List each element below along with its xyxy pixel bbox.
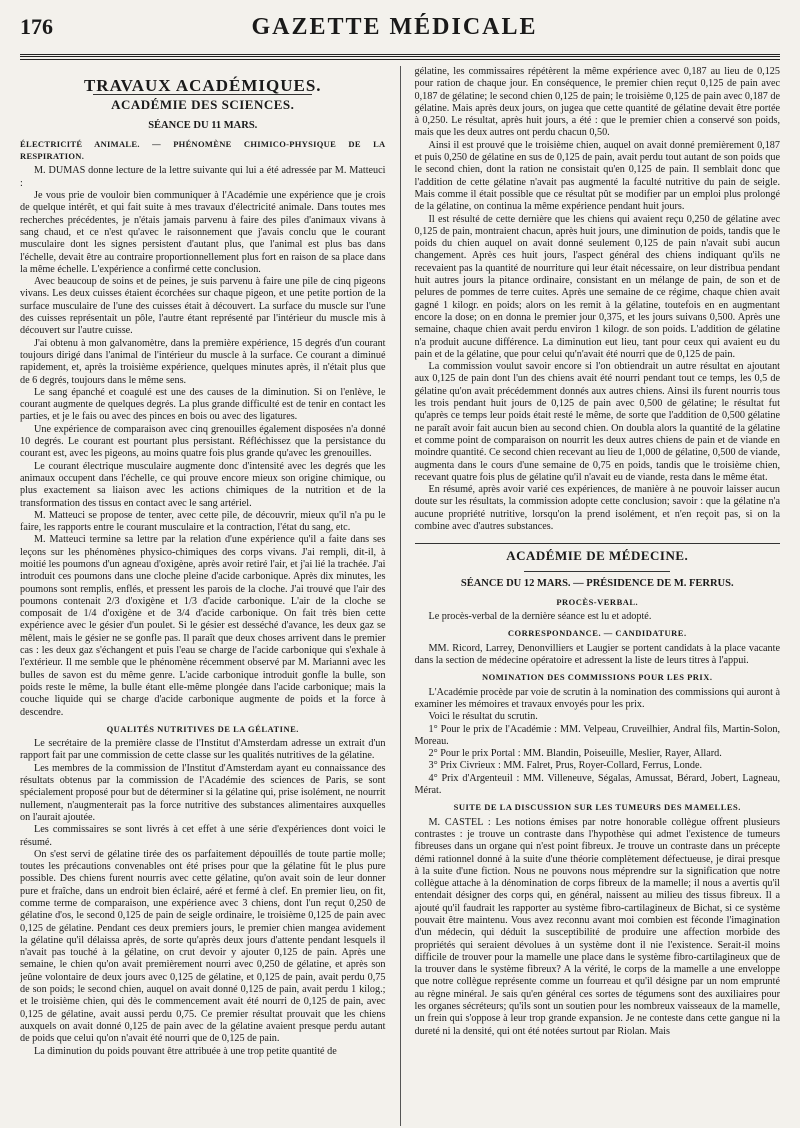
page-number: 176 <box>20 14 53 39</box>
list-item: 2° Pour le prix Portal : MM. Blandin, Poiseuille, Meslier, Rayer, Allard. <box>428 748 722 760</box>
paragraph: M. CASTEL : Les notions émises par notre honorable collègue offrent plusieurs contrastes : je trouve un contraste dans l'hypothèse qui admet l'existence de tumeurs fibreuses dans un organe qui n'est point fibreux. Je trouve un contraste dans un précepte démi rationnel donné à la suite d'une théorie complètement défectueuse, je dirai presque à la suite d'une fiction. Nous ne pouvons nous méprendre sur la signification que notre collègue attache à la dénomination de corps fibreux de la mamelle; il nous a avertis qu'il entendait désigner des corps qui, en général, naissent au milieu des tissus fibreux. Il a ajouté qu'il faudrait les rapporter au système fibro-cartilagineux de Bichat, si ce système pouvait être maintenu. Vous avez reconnu avant moi combien est féconde l'imagination d'un médecin, qui déduit la susceptibilité de produire une affection morbide des propriétés qui seraient dévolues à un système dont il nie l'existence. Serait-il moins difficile de trouver pour la mamelle une place dans le système fibro-cartilagineux que de la trouver dans le système fibreux? A la vérité, le corps de la mamelle a une enveloppe que notre collègue représente comme un fourreau et qu'il désigne par un nom emprunté au règne minéral. Je sais qu'en général ces sortes de tégumens sont des auxiliaires pour les organes sécréteurs; qu'ils sont un soutien pour les nombreux vaisseaux de la mamelle, un frein qui s'oppose à leur trop grande expansion. Je ne conteste dans cette gangue ni la dureté ni la densité, qui ont été notées surtout par Riolan. Mais <box>414 816 780 1037</box>
paragraph: Le secrétaire de la première classe de l'Institut d'Amsterdam adresse un extrait d'un rapport fait par une commission de cette classe sur les qualités nutritives de la gélatine. <box>20 738 386 762</box>
paragraph: Ainsi il est prouvé que le troisième chien, auquel on avait donné premièrement 0,187 et puis 0,250 de gélatine en sus de 0,125 de pain, avait perdu tout autant de son poids que le second chien, dont la ration ne consistait qu'en 0,125 de pain. Il semblait donc que l'addition de cette gélatine n'avait pas augmenté la faculté nutritive du pain de seigle. Mais comme il était possible que ce résultat pût se modifier par un emploi plus prolongé de la gélatine, on continua la même expérience pendant huit jours. <box>414 139 780 213</box>
paragraph: gélatine, les commissaires répétèrent la même expérience avec 0,187 au lieu de 0,125 pour ration de chaque jour. En conséquence, le premier chien reçut 0,125 de pain avec 0,187 de gélatine; le second chien 0,125 de pain; le troisième 0,125 de pain avec 0,187 de gélatine. Mais après deux jours, on jugea que cette quantité de gélatine devait être portée à 0,250. Le résultat, après huit jours, a été : que le premier chien a conservé son poids, mais que les deux autres ont perdu chacun 0,50. <box>414 66 780 139</box>
title-rule <box>524 571 670 572</box>
page-header <box>20 14 780 48</box>
prize-list <box>415 724 781 798</box>
paragraph: Une expérience de comparaison avec cinq grenouilles également disposées n'a donné 10 degrés. Le courant est pourtant plus persistant. Réfléchissez que la persistance du courant est, avec les pigeons, au moins quatre fois plus grande qu'avec les grenouilles. <box>20 423 386 460</box>
paragraph: Le procès-verbal de la dernière séance est lu et adopté. <box>428 611 652 623</box>
paragraph: Les commissaires se sont livrés à cet effet à une série d'expériences dont voici le résumé. <box>20 824 386 848</box>
medicine-academy-title: ACADÉMIE DE MÉDECINE. <box>506 548 689 564</box>
left-column <box>20 66 386 1126</box>
section-separator <box>415 543 781 544</box>
paragraph: J'ai obtenu à mon galvanomètre, dans la première expérience, 15 degrés d'un courant toujours dirigé dans l'animal de l'intérieur du muscle à la surface. Ce courant a diminué rapidement, et, après la troisième expérience, quelques minutes après, il n'était plus que de 6 degrés, toujours dans le même sens. <box>20 337 386 386</box>
paragraph: On s'est servi de gélatine tirée des os parfaitement dépouillés de toute partie molle; toutes les précautions convenables ont été prises pour que la gélatine fût le plus pure possible. Des chiens furent nourris avec cette gélatine, qu'on avait soin de leur donner pure et fraîche, dans un endroit bien éclairé, aéré et fermé à clef. En premier lieu, on fit, comme terme de comparaison, une expérience avec 3 chiens, dont l'un reçut 0,250 de gélatine d'os, le second 0,125 de pain de seigle ordinaire, le troisième 0,125 de pain avec 0,125 de gélatine. Pendant ces deux premiers jours, le premier chien mangea avidement la gélatine qu'il délaissa après, de sorte qu'après deux jours d'attente pendant lesquels il n'avait pas touché à la gélatine, on crut devoir y ajouter 0,125 de pain. Après une semaine, le chien qu'on avait premièrement nourri avec 0,250 de gélatine, et après son jeûne volontaire de deux jours avec 0,125 de gélatine, et 0,125 de pain, avait perdu 0,75 de son poids; le second chien, auquel on avait donné 0,125 de pain, avait perdu 1 kilog.; et le troisième chien, qui dès le commencement avait été nourri de 0,125 de pain, avec 0,125 de gélatine, avait aussi perdu 0,75. Ce premier résultat prouvait que les chiens auxquels on avait donné 0,125 de pain avec de la gélatine avaient presque perdu autant de poids que celui qu'on n'avait été nourri que de 0,125 de pain. <box>20 848 386 1045</box>
section-title: TRAVAUX ACADÉMIQUES. <box>83 76 322 95</box>
paragraph: Je vous prie de vouloir bien communiquer à l'Académie une expérience que je crois de quelque intérêt, et qui fait suite à mes travaux d'électricité animale. Dans toutes mes recherches précédentes, je n'étais jamais parvenu à faire des piles d'animaux vivans à sang chaud, et ce n'est qu'avec le raisonnement que j'avais conclu que le courant musculaire dont les signes persistent d'autant plus, que l'animal est plus bas dans l'échelle, devait être au contraire proportionnellement plus fort en raison de sa place dans la même échelle. L'expérience a confirmé cette conclusion. <box>20 190 386 275</box>
list-item: 1° Pour le prix de l'Académie : MM. Velpeau, Cruveilhier, Andral fils, Martin-Solon, Moreau. <box>414 723 780 747</box>
discussion-heading: SUITE DE LA DISCUSSION SUR LES TUMEURS DES MAMELLES. <box>453 802 741 813</box>
gelatine-heading: QUALITÉS NUTRITIVES DE LA GÉLATINE. <box>106 723 299 734</box>
paragraph: Voici le résultat du scrutin. <box>428 711 538 723</box>
paragraph: Le courant électrique musculaire augmente donc d'intensité avec les degrés que les animaux occupent dans l'échelle, ce qui prouve encore mieux son origine chimique, ou plus exactement sa liaison avec les actions chimiques de la nutrition et de la transformation des tissus en contact avec le sang artériel. <box>20 460 386 509</box>
paragraph: La diminution du poids pouvant être attribuée à une trop petite quantité de <box>34 1045 337 1057</box>
list-item: 3° Prix Civrieux : MM. Falret, Prus, Royer-Collard, Ferrus, Londe. <box>428 760 703 772</box>
rubric-heading: ÉLECTRICITÉ ANIMALE. — PHÉNOMÈNE CHIMICO-PHYSIQUE DE LA RESPIRATION. <box>20 138 386 162</box>
session-heading: SÉANCE DU 12 MARS. — PRÉSIDENCE DE M. FERRUS. <box>460 577 734 589</box>
paragraph: Avec beaucoup de soins et de peines, je suis parvenu à faire une pile de cinq pigeons vivans. Les deux cuisses étaient écorchées sur chaque pigeon, et une petite portion de la surface musculaire de l'une des cuisses était à découvert. La surface du muscle sur l'une des cuisses représentait un pôle, l'autre étant représenté par l'intérieur du muscle mis à découvert sur l'autre cuisse. <box>20 276 386 337</box>
paragraph: Les membres de la commission de l'Institut d'Amsterdam ayant eu connaissance des résultats obtenus par la commission de l'Académie des sciences de Paris, se sont spécialement proposé pour but de déterminer si la gélatine qui, prise isolément, ne nourrit nullement, n'augmenterait pas la force nutritive des substances alimentaires auxquelles on l'aurait ajoutée. <box>20 762 386 823</box>
column-divider <box>400 66 401 1126</box>
masthead-title: GAZETTE MÉDICALE <box>251 14 538 40</box>
paragraph: MM. Ricord, Larrey, Denonvilliers et Laugier se portent candidats à la place vacante dans la section de médecine opératoire et adressent la liste de leurs titres à l'appui. <box>414 642 780 667</box>
paragraph: En résumé, après avoir varié ces expériences, de manière à ne pouvoir laisser aucun doute sur les résultats, la commission adopte cette conclusion; savoir : que la gélatine n'a aucune propriété nutritive, lorsqu'on la prend isolément, et n'en reçoit pas, si on la combine avec d'autres substances. <box>414 484 780 532</box>
paragraph: L'Académie procède par voie de scrutin à la nomination des commissions qui auront à examiner les mémoires et travaux envoyés pour les prix. <box>414 686 780 710</box>
right-column <box>415 66 781 1126</box>
correspondance-heading: CORRESPONDANCE. — CANDIDATURE. <box>507 628 687 639</box>
paragraph: Le sang épanché et coagulé est une des causes de la diminution. Si on l'enlève, le courant augmente de quelques degrés. La plus grande difficulté est de tenir en contact les parties, et je le fais ou avec des pinces en bois ou avec des ligatures. <box>20 386 386 423</box>
session-heading: SÉANCE DU 11 MARS. <box>148 119 258 131</box>
section-subtitle: ACADÉMIE DES SCIENCES. <box>111 97 295 113</box>
list-item: 4° Prix d'Argenteuil : MM. Villeneuve, Ségalas, Amussat, Bérard, Jobert, Lagneau, Mérat. <box>414 772 780 797</box>
proces-verbal-heading: PROCÈS-VERBAL. <box>556 596 639 607</box>
nomination-heading: NOMINATION DES COMMISSIONS POUR LES PRIX. <box>481 672 713 683</box>
columns <box>20 66 780 1126</box>
paragraph: La commission voulut savoir encore si l'on obtiendrait un autre résultat en ajoutant aux 0,125 de pain dont l'un des chiens avait été nourri pendant tout ce temps, les 0,5 de gélatine qu'on avait précédemment donnés aux autres chiens. Ainsi ils furent nourris tous les trois pendant huit jours de 0,125 de pain avec 0,500 de gélatine; le résultat fut qu'après ce temps leur poids était resté le même, de sorte que l'addition de 0,500 gélatine ne paraît avoir fait aucun bien au second chien. On doubla alors la quantité de la gélatine et comme point de comparaison on nourrit les deux autres chiens de pain et de viande en moindre quantité. Ce second chien recevant au lieu de 1,000 de gélatine, 0,500 de viande, augmenta dans le cours d'une semaine de 0,75 en poids, tandis que le troisième chien, recevant quatre fois plus de gélatine qu'il n'avait eu de viande, resta dans le même état. <box>414 361 780 483</box>
paragraph: Il est résulté de cette dernière que les chiens qui avaient reçu 0,250 de gélatine avec 0,125 de pain, montraient chacun, après huit jours, une diminution de poids, tandis que le poids du chien auquel on avait donné seulement 0,125 de pain n'avait subi aucun changement. Après ces huit jours, l'aspect général des chiens indiquant qu'ils ne recevaient pas la quantité de nourriture qui leur était nécessaire, on leur distribua pendant huit autres jours la pitance ordinaire, consistant en un mélange de pain, de son et de pelures de pommes de terre cuites. Après une semaine de ce régime, chaque chien avait gagné 1 kilogr. en poids; alors on les remit à la gélatine, toutefois en en augmentant encore la dose; on en donna le premier jour 0,375, et les jours suivans 0,500. Après une semaine, chaque chien avait perdu environ 1 kilogr. de son poids. L'addition de gélatine n'a produit aucune différence. La diminution eut lieu, tant pour ceux qui avaient eu du pain et de la gélatine, que pour celui qu'n'avait été nourri que de 0,125 de pain. <box>414 213 780 360</box>
paragraph: M. DUMAS donne lecture de la lettre suivante qui lui a été adressée par M. Matteuci : <box>20 165 386 189</box>
header-rule <box>20 54 780 57</box>
paragraph: M. Matteuci se propose de tenter, avec cette pile, de découvrir, mieux qu'il n'a pu le faire, les rapports entre le courant musculaire et la contraction, l'état du sang, etc. <box>20 509 386 534</box>
paragraph: M. Matteuci termine sa lettre par la relation d'une expérience qu'il a faite dans ses leçons sur les phénomènes physico-chimiques des corps vivans. J'ai rempli, dit-il, à moitié les poumons d'un agneau d'oxigène, après avoir retiré l'air, et j'ai lié la trachée. J'ai introduit ces poumons dans une cloche pleine d'acide carbonique. Après dix minutes, les poumons sont remplis, enflés, et pressent les parois de la cloche. J'ai trouvé que l'air des poumons contenait 2/3 d'oxigène et 1/3 d'acide carbonique. L'air de la cloche se composait de 1/4 d'oxigène et de 3/4 d'acide carbonique. On fait très bien cette expérience avec le gésier d'un poulet. Si le gésier est desséché d'avance, les deux gaz se mêlent, mais le gésier ne se gonfle pas. Il paraît que deux choses arrivent dans le premier cas : les deux gaz s'échangent et puis l'eau se charge de l'acide carbonique qui s'exhale à l'extérieur. Il me semble que le phénomène récemment observé par M. Marianni avec les bulles de savon est du même genre. L'acide carbonique introduit gonfle la bulle, son poids reste le même, la bulle étant elle-même plongée dans l'acide carbonique; mais la couche liquide qui se charge d'acide carbonique augmente de poids et la force à descendre. <box>20 534 386 718</box>
header-rule-thin <box>20 59 780 60</box>
